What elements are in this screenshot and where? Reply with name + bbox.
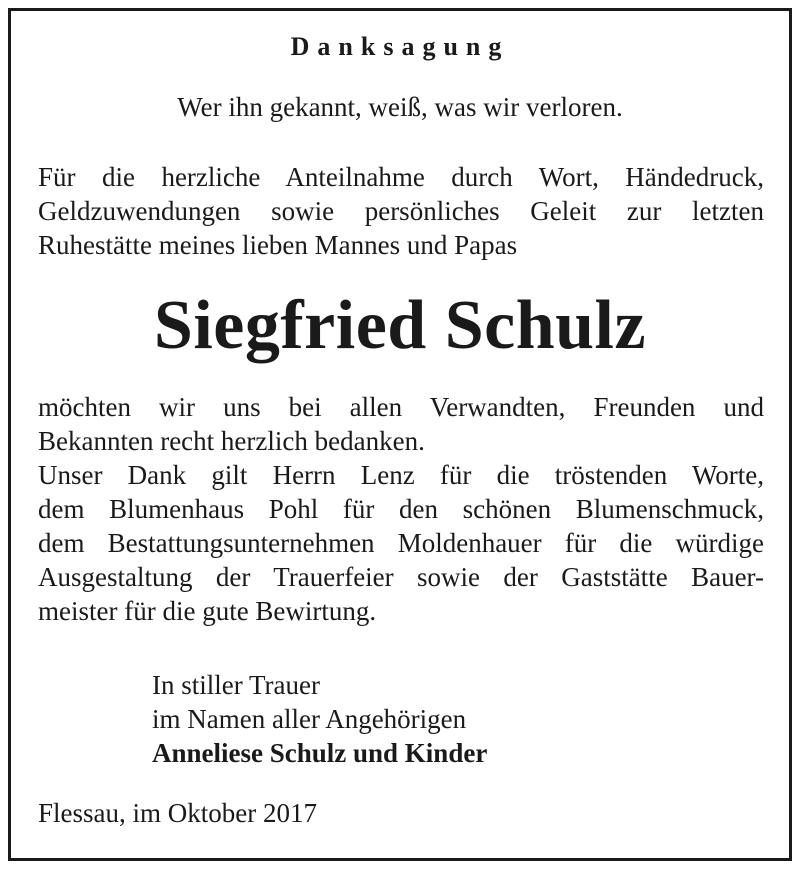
intro-line: Geldzuwendungen sowie persönliches Geleit zur letzten bbox=[38, 196, 764, 226]
body-line: Bekannten recht herzlich bedanken. bbox=[38, 426, 425, 456]
body-line: Unser Dank gilt Herrn Lenz für die tröstenden Worte, bbox=[38, 460, 764, 490]
motto-line: Wer ihn gekannt, weiß, was wir verloren. bbox=[177, 92, 623, 122]
signature-block bbox=[152, 668, 487, 770]
signature-line-mourning: In stiller Trauer bbox=[152, 670, 320, 700]
thanks-paragraph bbox=[38, 390, 764, 628]
intro-line: Für die herzliche Anteilnahme durch Wort, Händedruck, bbox=[38, 162, 764, 192]
body-line: dem Bestattungsunternehmen Moldenhauer für die würdige bbox=[38, 528, 764, 558]
notice-heading: Danksagung bbox=[290, 32, 510, 61]
deceased-name: Siegfried Schulz bbox=[153, 287, 647, 364]
body-line: möchten wir uns bei allen Verwandten, Freunden und bbox=[38, 392, 764, 422]
body-line: meister für die gute Bewirtung. bbox=[38, 596, 377, 626]
intro-paragraph bbox=[38, 160, 764, 262]
signature-names: Anneliese Schulz und Kinder bbox=[152, 738, 488, 768]
body-line: dem Blumenhaus Pohl für den schönen Blumenschmuck, bbox=[38, 494, 764, 524]
signature-line-family: im Namen aller Angehörigen bbox=[152, 704, 467, 734]
body-line: Ausgestaltung der Trauerfeier sowie der Gaststätte Bauer- bbox=[38, 562, 764, 592]
intro-line: Ruhestätte meines lieben Mannes und Papas bbox=[38, 230, 518, 260]
place-date: Flessau, im Oktober 2017 bbox=[38, 798, 317, 828]
